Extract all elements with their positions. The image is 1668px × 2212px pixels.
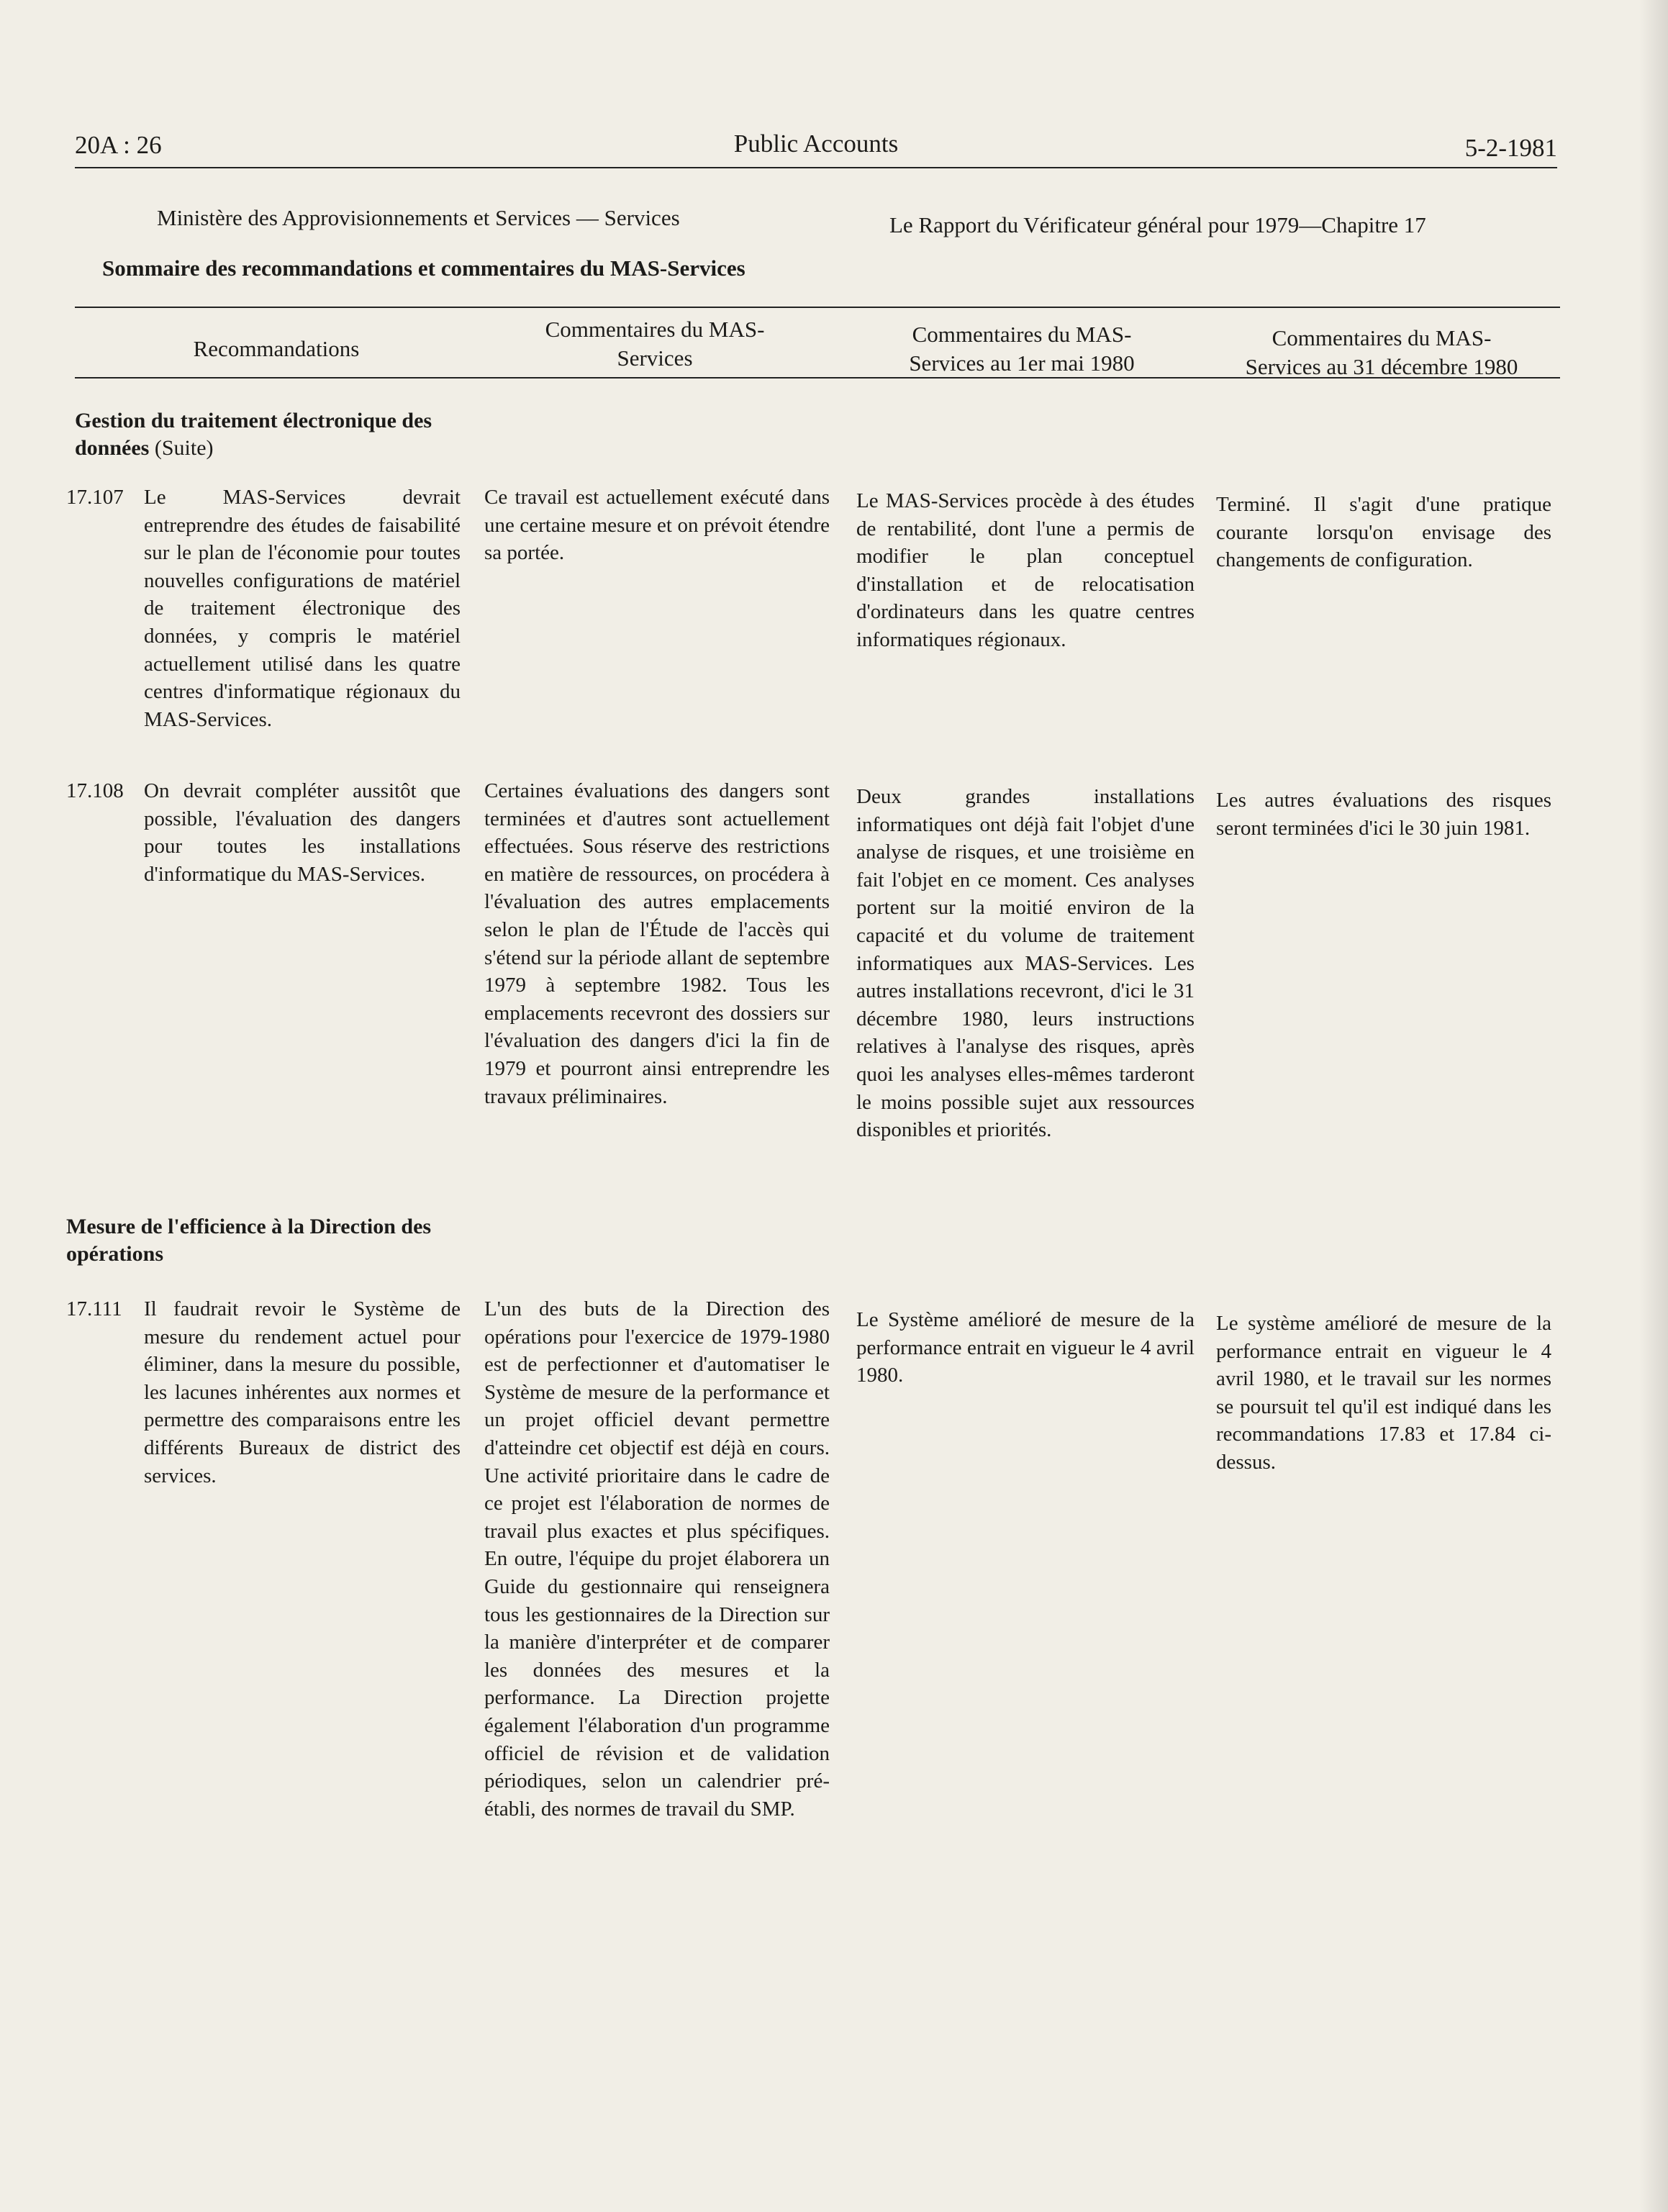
recommendation-text: Il faudrait revoir le Système de mesure du rendement actuel pour éliminer, dans la mesure du possible, les lacunes inhérentes aux normes et permettre des comparaisons entre les différents Bureaux de district des services. [144, 1297, 461, 1487]
page-number: 20A : 26 [75, 131, 162, 159]
publication-title: Public Accounts [733, 130, 899, 158]
comment-text: Certaines évaluations des dangers sont terminées et d'autres sont actuellement effectuées. Sous réserve des restrictions en matière de ressources, on procédera à l'évaluation des autres emplacements selon le plan de l'Étude de l'accès qui s'étend sur la période allant de septembre 1979 à septembre 1982. Tous les emplacements recevront des dossiers sur l'évaluation des dangers d'ici la fin de 1979 et pourront ainsi entreprendre les travaux préliminaires. [484, 779, 830, 1108]
ministry-subhead: Ministère des Approvisionnements et Services — Services [157, 205, 680, 230]
section-heading-gestion-ted: Gestion du traitement électronique des données (Suite) [75, 409, 432, 460]
comment-dec-1980-text: Les autres évaluations des risques seront terminées d'ici le 30 juin 1981. [1216, 789, 1551, 840]
comment-may-1980-text: Le Système amélioré de mesure de la performance entrait en vigueur le 4 avril 1980. [856, 1308, 1195, 1387]
table-top-rule [75, 307, 1560, 308]
recommendation-number: 17.111 [66, 1297, 122, 1320]
comment-may-1980-text: Deux grandes installations informatiques ont déjà fait l'objet d'une analyse de risques, et une troisième en fait l'objet en ce moment. Ces analyses portent sur la moitié environ de la capacité et du volume de traitement informatiques aux MAS-Services. Les autres installations recevront, d'ici le 31 décembre 1980, leurs instructions relatives à l'analyse des risques, après quoi les analyses elles-mêmes tarderont le moins possible sujet aux ressources disponibles et priorités. [856, 785, 1195, 1142]
running-head [75, 122, 1557, 168]
comment-dec-1980-text: Terminé. Il s'agit d'une pratique courante lorsqu'on envisage des changements de configuration. [1216, 493, 1551, 572]
publication-date: 5-2-1981 [1464, 134, 1557, 162]
report-subhead: Le Rapport du Vérificateur général pour 1979—Chapitre 17 [889, 212, 1426, 237]
comment-text: Ce travail est actuellement exécuté dans une certaine mesure et on prévoit étendre sa portée. [484, 486, 830, 565]
comment-may-1980-text: Le MAS-Services procède à des études de rentabilité, dont l'une a permis de modifier le plan conceptuel d'installation et de relocatisation d'ordinateurs dans les quatre centres informatiques régionaux. [856, 489, 1195, 651]
page-edge-shadow [1639, 0, 1668, 2212]
recommendation-number: 17.108 [66, 779, 124, 802]
recommendation-text: On devrait compléter aussitôt que possible, l'évaluation des dangers pour toutes les installations d'informatique du MAS-Services. [144, 779, 461, 886]
column-header-comments-dec-1980: Commentaires du MAS- Services au 31 décembre 1980 [1245, 325, 1518, 379]
section-heading-mesure-efficience: Mesure de l'efficience à la Direction des opérations [66, 1215, 432, 1266]
column-header-comments-may-1980: Commentaires du MAS- Services au 1er mai 1980 [909, 322, 1135, 376]
recommendation-number: 17.107 [66, 486, 124, 509]
comment-dec-1980-text: Le système amélioré de mesure de la performance entrait en vigueur le 4 avril 1980, et le travail sur les normes se poursuit tel qu'il est indiqué dans les recommandations 17.83 et 17.84 ci-dessus. [1216, 1312, 1551, 1474]
summary-title: Sommaire des recommandations et commentaires du MAS-Services [102, 255, 745, 281]
table-header-rule [75, 377, 1560, 379]
recommendation-text: Le MAS-Services devrait entreprendre des études de faisabilité sur le plan de l'économie pour toutes nouvelles configurations de matériel de traitement électronique des données, y compris le matériel actuellement utilisé dans les quatre centres d'informatique régionaux du MAS-Services. [144, 486, 461, 731]
column-header-comments: Commentaires du MAS- Services [545, 317, 765, 371]
column-header-recommendations: Recommandations [193, 336, 360, 361]
comment-text: L'un des buts de la Direction des opérations pour l'exercice de 1979-1980 est de perfectionner et d'automatiser le Système de mesure de la performance et un projet officiel devant permettre d'atteindre cet objectif est déjà en cours. Une activité prioritaire dans le cadre de ce projet est l'élaboration de normes de travail plus exactes et plus spécifiques. En outre, l'équipe du projet élaborera un Guide du gestionnaire qui renseignera tous les gestionnaires de la Direction sur la manière d'interpréter et de comparer les données des mesures et la performance. La Direction projette également l'élaboration d'un programme officiel de révision et de validation périodiques, selon un calendrier pré-établi, des normes de travail du SMP. [484, 1297, 830, 1821]
